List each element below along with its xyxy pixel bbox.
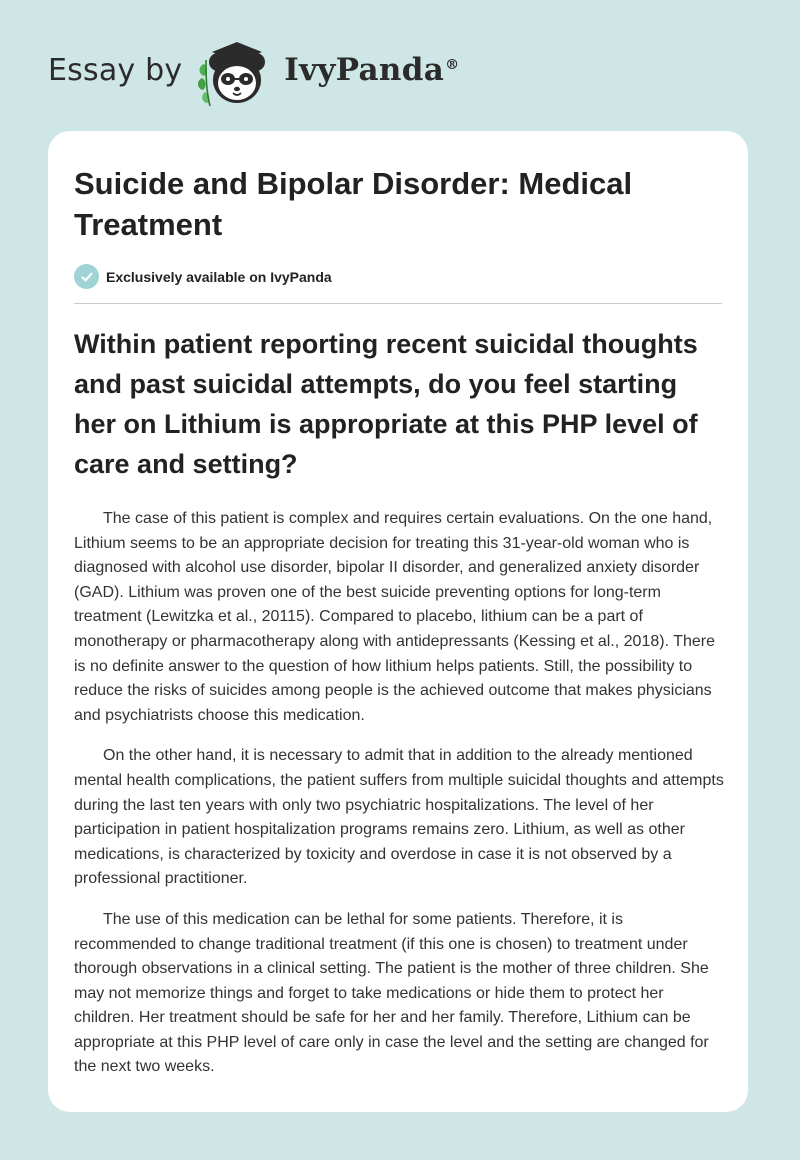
- registered-mark: ®: [445, 56, 460, 73]
- panda-graduate-logo-icon[interactable]: [194, 30, 278, 110]
- article-card: [48, 131, 748, 1112]
- check-circle-icon: [74, 264, 99, 289]
- exclusive-label: Exclusively available on IvyPanda: [106, 268, 332, 285]
- exclusive-badge: [74, 264, 332, 289]
- question-heading: Within patient reporting recent suicidal thoughts and past suicidal attempts, do you feel starting her on Lithium is appropriate at this PHP level of care and setting?: [74, 329, 698, 479]
- paragraph: The use of this medication can be lethal for some patients. Therefore, it is recommended to change traditional treatment (if this one is chosen) to treatment under thorough observations in a clinical setting. The patient is the mother of three children. She may not memorize things and forget to take medications or hide them to protect her children. Her treatment should be safe for her and her family. Therefore, Lithium can be appropriate at this PHP level of care only in case the level and the setting are changed for the next two weeks.: [74, 910, 709, 1076]
- divider: [74, 303, 722, 304]
- article-body: [74, 507, 726, 1096]
- page-title: Suicide and Bipolar Disorder: Medical Treatment: [74, 166, 633, 242]
- brand-name[interactable]: IvyPanda®: [284, 52, 460, 88]
- paragraph: On the other hand, it is necessary to admit that in addition to the already mentioned mental health complications, the patient suffers from multiple suicidal thoughts and attempts during the last ten years with only two psychiatric hospitalizations. The level of her participation in patient hospitalization programs remains zero. Lithium, as well as other medications, is characterized by toxicity and overdose in case it is not observed by a professional practitioner.: [74, 747, 724, 888]
- essay-by-label: Essay by: [48, 52, 183, 88]
- site-header: [48, 30, 459, 110]
- paragraph: The case of this patient is complex and requires certain evaluations. On the one hand, Lithium seems to be an appropriate decision for treating this 31-year-old woman who is diagnosed with alcohol use disorder, bipolar II disorder, and generalized anxiety disorder (GAD). Lithium was proven one of the best suicide preventing options for long-term treatment (Lewitzka et al., 20115). Compared to placebo, lithium can be a part of monotherapy or pharmacotherapy along with antidepressants (Kessing et al., 2018). There is no definite answer to the question of how lithium helps patients. Still, the possibility to reduce the risks of suicides among people is the achieved outcome that makes physicians and psychiatrists choose this medication.: [74, 510, 715, 724]
